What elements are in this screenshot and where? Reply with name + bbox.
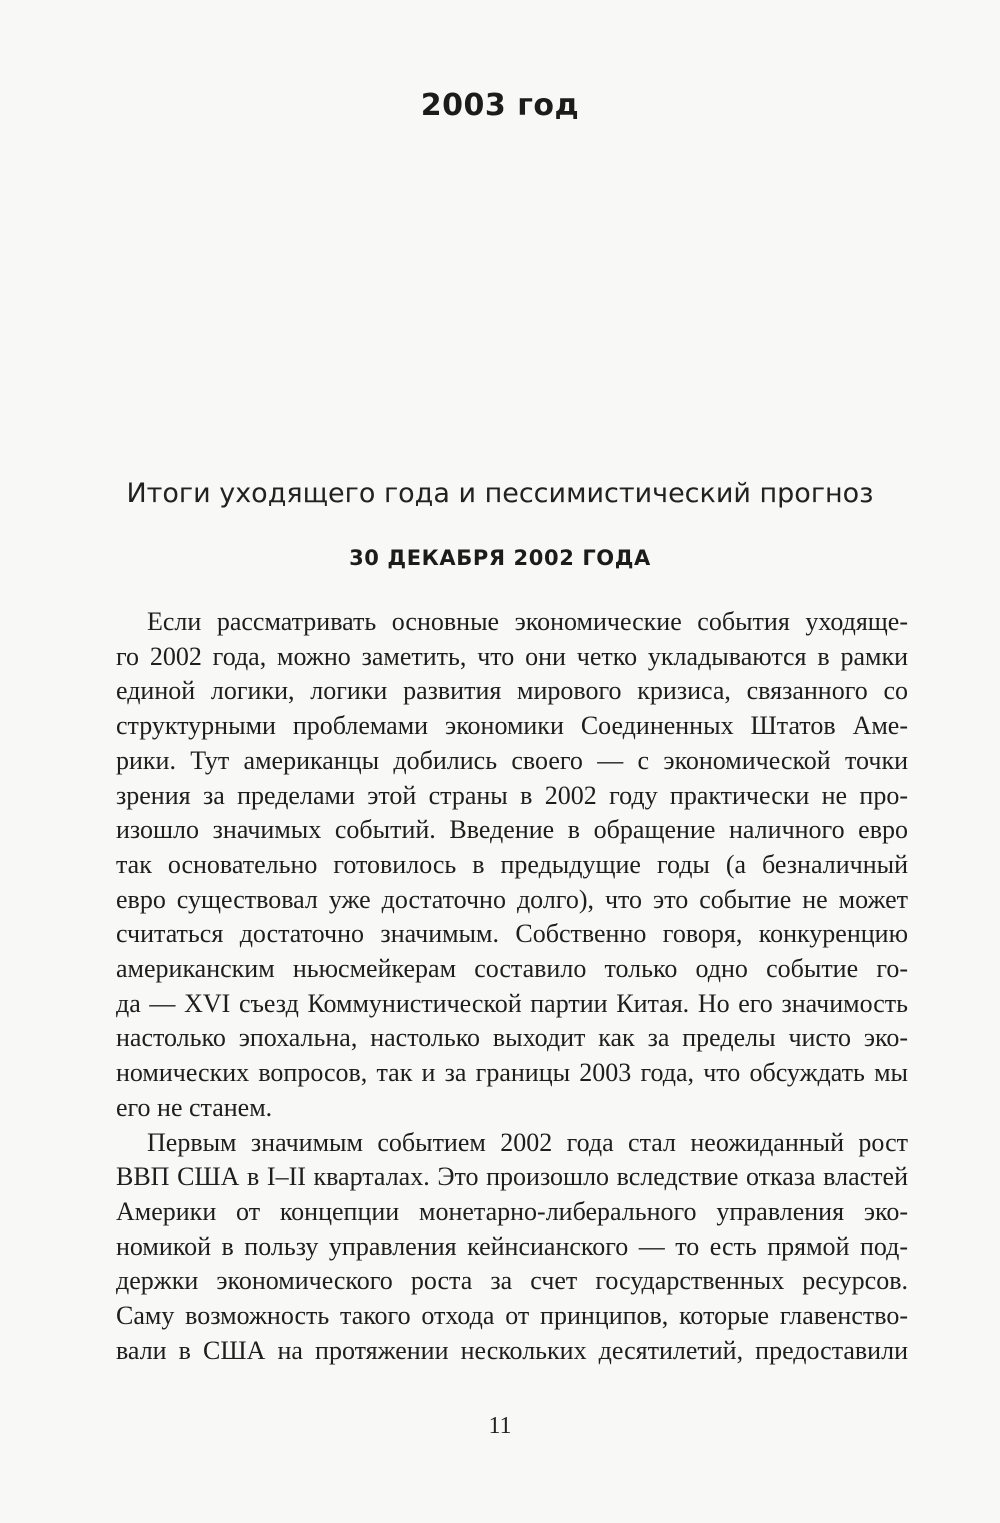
article-date: 30 ДЕКАБРЯ 2002 ГОДА — [349, 546, 651, 570]
text-line: да — XVI съезд Коммунистической партии Китая. Но его значимость — [116, 988, 908, 1018]
text-line: его не станем. — [116, 1092, 273, 1122]
text-line: Саму возможность такого отхода от принципов, которые главенство- — [116, 1301, 908, 1331]
text-line: Америки от концепции монетарно-либерального управления эко- — [116, 1196, 908, 1226]
text-line: настолько эпохальна, настолько выходит как за пределы чисто эко- — [116, 1023, 908, 1053]
text-line: американским ньюсмейкерам составило только одно событие го- — [116, 954, 908, 984]
text-line: Первым значимым событием 2002 года стал неожиданный рост — [147, 1127, 908, 1157]
article-body — [86, 605, 908, 1368]
text-line: вали в США на протяжении нескольких десятилетий, предоставили — [116, 1335, 908, 1365]
chapter-title: 2003 год — [420, 88, 580, 123]
article-title: Итоги уходящего года и пессимистический прогноз — [126, 478, 874, 509]
text-line: изошло значимых событий. Введение в обращение наличного евро — [116, 815, 908, 845]
text-line: ВВП США в I–II кварталах. Это произошло вследствие отказа властей — [116, 1162, 908, 1192]
paragraph-1 — [86, 605, 908, 1126]
text-line: так основательно готовилось в предыдущие годы (а безналичный — [116, 849, 908, 879]
text-line: зрения за пределами этой страны в 2002 году практически не про- — [116, 780, 908, 810]
text-line: Если рассматривать основные экономические события уходяще- — [147, 607, 908, 636]
text-line: евро существовал уже достаточно долго), что это событие не может — [116, 884, 908, 914]
text-line: рики. Тут американцы добились своего — с экономической точки — [116, 745, 908, 775]
text-line: структурными проблемами экономики Соединенных Штатов Аме- — [116, 711, 908, 741]
paragraph-2 — [86, 1126, 908, 1369]
text-line: номикой в пользу управления кейнсианского — то есть прямой под- — [116, 1231, 908, 1261]
text-line: номических вопросов, так и за границы 2003 года, что обсуждать мы — [116, 1058, 908, 1088]
text-line: держки экономического роста за счет государственных ресурсов. — [116, 1266, 908, 1296]
text-line: го 2002 года, можно заметить, что они четко укладываются в рамки — [116, 641, 908, 671]
text-line: считаться достаточно значимым. Собственно говоря, конкуренцию — [116, 919, 908, 949]
text-line: единой логики, логики развития мирового кризиса, связанного со — [116, 676, 908, 706]
page-number: 11 — [488, 1413, 512, 1439]
